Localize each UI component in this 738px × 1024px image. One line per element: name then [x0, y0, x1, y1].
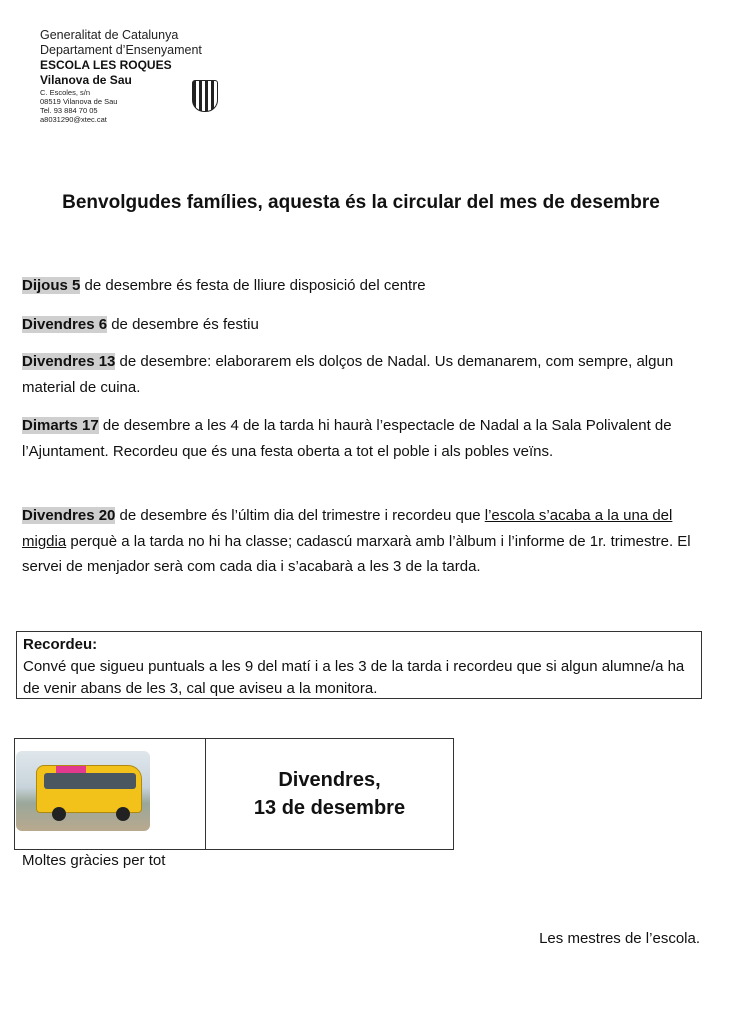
letterhead-government: Generalitat de Catalunya [40, 28, 179, 42]
bus-window [44, 773, 136, 789]
notice-item [22, 312, 702, 338]
notice-date: Dijous 5 [22, 277, 81, 294]
bus-sign [56, 766, 86, 773]
notice-date: Divendres 6 [22, 316, 108, 333]
reminder-title: Recordeu: [23, 636, 98, 653]
notice-text: perquè a la tarda no hi ha classe; cadascú marxarà amb l’àlbum i l’informe de 1r. trimestre. El servei de menjador serà com cada dia i s’acabarà a les 3 de la tarda. [22, 532, 691, 575]
event-image-cell [15, 739, 206, 849]
notice-date: Dimarts 17 [22, 417, 99, 434]
notice-item [22, 273, 702, 299]
letterhead-town: Vilanova de Sau [40, 73, 132, 87]
signature: Les mestres de l’escola. [539, 930, 700, 947]
letterhead-email: a8031290@xtec.cat [40, 115, 107, 124]
letterhead [40, 28, 260, 124]
notice-underlined-text: l’escola s’acaba a la una del migdia [22, 507, 673, 550]
event-date-cell [206, 739, 453, 849]
catalonia-shield-icon [192, 80, 218, 112]
notice-text: de desembre a les 4 de la tarda hi haurà l’espectacle de Nadal a la Sala Polivalent de l’Ajuntament. Recordeu que és una festa oberta a tot el poble i als pobles veïns. [22, 417, 672, 460]
event-date-line2: 13 de desembre [253, 797, 406, 819]
page-title: Benvolgudes famílies, aquesta és la circular del mes de desembre [62, 192, 660, 213]
bus-wheel [52, 807, 66, 821]
notice-item [22, 349, 702, 400]
bus-wheel [116, 807, 130, 821]
notice-item [22, 503, 702, 580]
letterhead-phone: Tel. 93 884 70 05 [40, 106, 98, 115]
letterhead-address1: C. Escoles, s/n [40, 88, 91, 97]
notice-text: de desembre: elaborarem els dolços de Nadal. Us demanarem, com sempre, algun material de cuina. [22, 353, 674, 396]
notice-date: Divendres 13 [22, 353, 116, 370]
bibliobus-photo [16, 751, 150, 831]
notice-date: Divendres 20 [22, 507, 116, 524]
letterhead-school: ESCOLA LES ROQUES [40, 58, 172, 72]
notice-text: de desembre és festiu [107, 316, 259, 333]
notice-item [22, 413, 702, 464]
event-table [14, 738, 454, 850]
letterhead-address2: 08519 Vilanova de Sau [40, 97, 118, 106]
notice-text: de desembre és l’últim dia del trimestre i recordeu que [115, 507, 485, 524]
notice-text: de desembre és festa de lliure disposició del centre [80, 277, 426, 294]
thanks-text: Moltes gràcies per tot [22, 852, 166, 869]
reminder-text: Convé que sigueu puntuals a les 9 del matí i a les 3 de la tarda i recordeu que si algun alumne/a ha de venir abans de les 3, cal que aviseu a la monitora. [23, 658, 685, 697]
letterhead-department: Departament d’Ensenyament [40, 43, 202, 57]
event-date-line1: Divendres, [278, 769, 381, 791]
reminder-box [16, 631, 702, 699]
